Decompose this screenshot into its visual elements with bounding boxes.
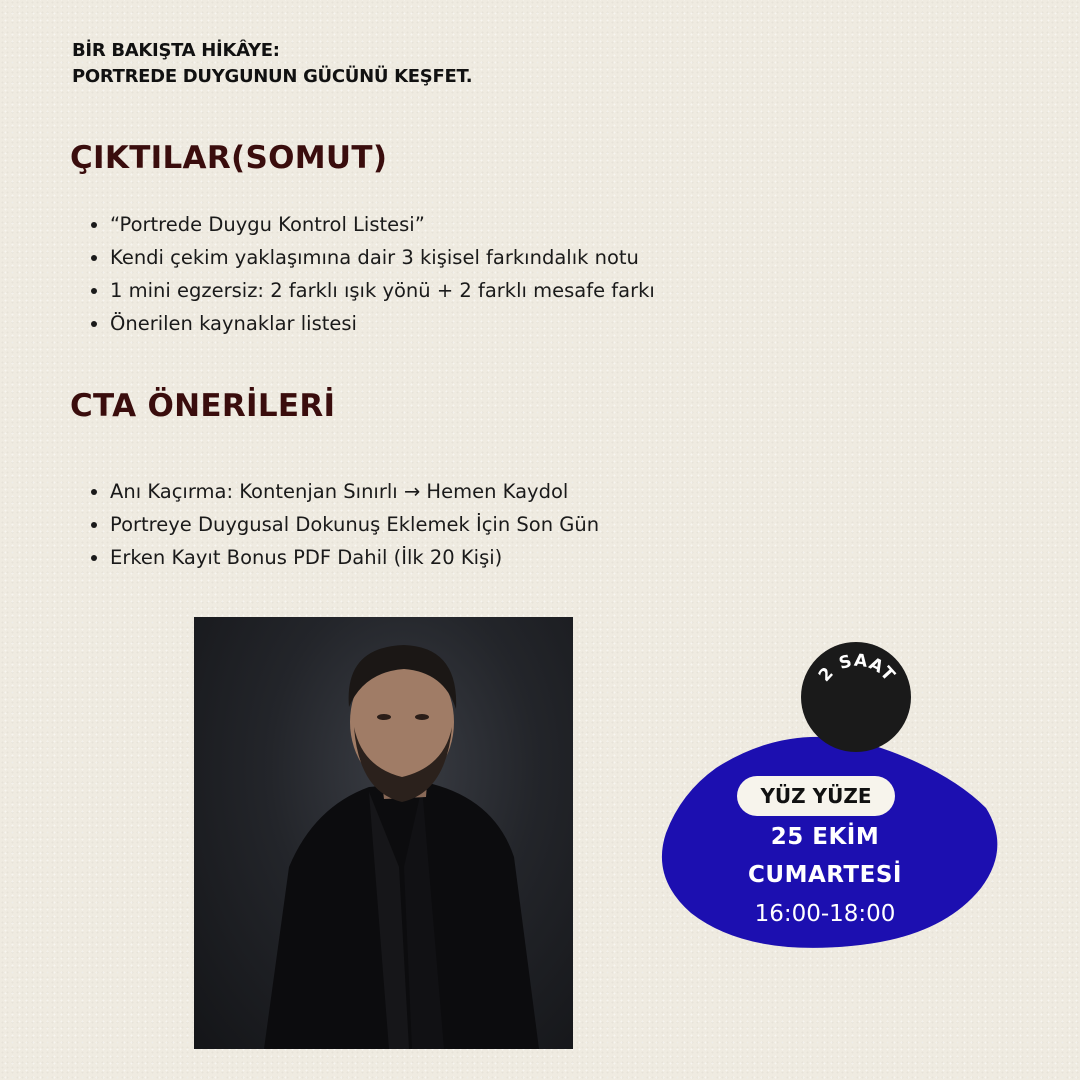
portrait-photo (194, 617, 573, 1049)
duration-badge (801, 642, 911, 752)
duration-label: 2 SAAT (814, 650, 900, 686)
list-item: • Erken Kayıt Bonus PDF Dahil (İlk 20 Kişi) (110, 541, 599, 574)
svg-text:2 SAAT (815, 651, 899, 686)
list-item: • Önerilen kaynaklar listesi (110, 307, 655, 340)
list-item: • Kendi çekim yaklaşımına dair 3 kişisel farkındalık notu (110, 241, 655, 274)
header-line-2: PORTREDE DUYGUNUN GÜCÜNÜ KEŞFET. (72, 66, 473, 87)
list-item: • 1 mini egzersiz: 2 farklı ışık yönü + 2 farklı mesafe farkı (110, 274, 655, 307)
outputs-list (86, 208, 655, 340)
list-item: • Portreye Duygusal Dokunuş Eklemek İçin Son Gün (110, 508, 599, 541)
list-item: • Anı Kaçırma: Kontenjan Sınırlı → Hemen Kaydol (110, 475, 599, 508)
cta-list (86, 475, 599, 574)
event-time: 16:00-18:00 (754, 901, 896, 927)
event-day: CUMARTESİ (748, 862, 902, 888)
event-date: 25 EKİM (770, 824, 880, 850)
list-item: • “Portrede Duygu Kontrol Listesi” (110, 208, 655, 241)
format-badge: YÜZ YÜZE (737, 776, 895, 816)
header-line-1: BİR BAKIŞTA HİKÂYE: (72, 40, 280, 61)
portrait-illustration (194, 617, 573, 1049)
cta-title: CTA ÖNERİLERİ (70, 388, 336, 424)
outputs-title: ÇIKTILAR(SOMUT) (70, 140, 388, 176)
page-header (72, 38, 472, 90)
